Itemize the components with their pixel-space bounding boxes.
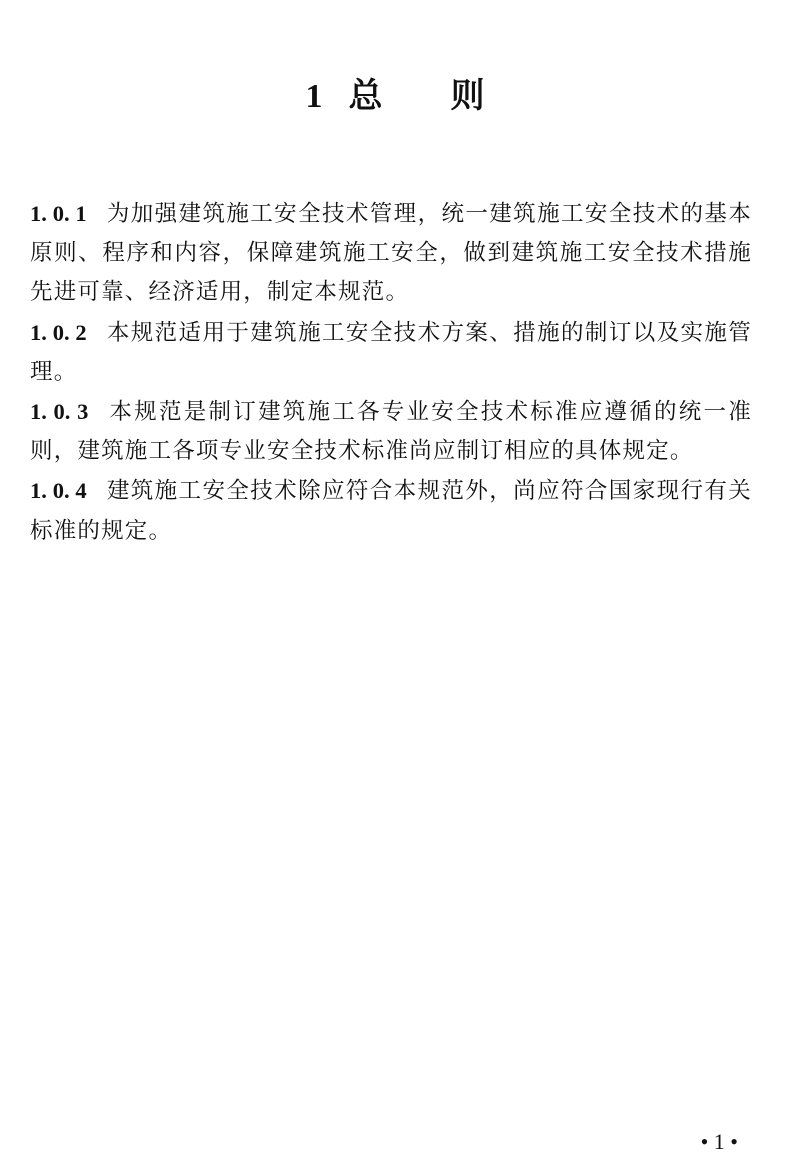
clause-1-0-1	[30, 194, 752, 313]
clause-number: 1. 0. 1	[30, 201, 87, 226]
clause-text: 为加强建筑施工安全技术管理，统一建筑施工安全技术的基本原则、程序和内容，保障建筑施工安全，做到建筑施工安全技术措施先进可靠、经济适用，制定本规范。	[30, 201, 752, 306]
chapter-number: 1	[305, 78, 323, 115]
chapter-title-char-1: 总	[348, 76, 383, 116]
page-number: • 1 •	[700, 1129, 738, 1154]
clause-1-0-2	[30, 313, 752, 392]
chapter-title	[0, 72, 790, 121]
clause-text: 建筑施工安全技术除应符合本规范外，尚应符合国家现行有关标准的规定。	[30, 478, 752, 544]
chapter-title-char-2: 则	[450, 76, 485, 116]
clause-number: 1. 0. 3	[30, 399, 89, 425]
clause-1-0-3	[30, 392, 752, 471]
chapter-body	[30, 194, 752, 551]
clause-number: 1. 0. 2	[30, 319, 87, 345]
clause-text: 本规范是制订建筑施工各专业安全技术标准应遵循的统一准则，建筑施工各项专业安全技术标准尚应制订相应的具体规定。	[30, 399, 753, 465]
clause-text: 本规范适用于建筑施工安全技术方案、措施的制订以及实施管理。	[30, 319, 752, 385]
clause-1-0-4	[30, 471, 752, 550]
clause-number: 1. 0. 4	[30, 478, 87, 504]
